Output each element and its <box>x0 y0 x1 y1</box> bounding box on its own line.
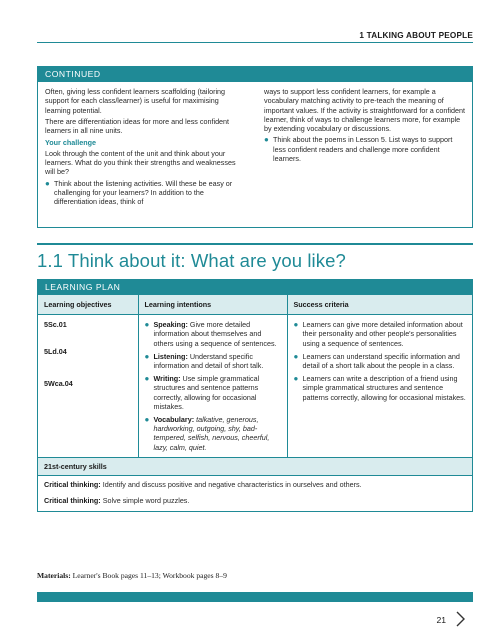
list-item-text: Think about the poems in Lesson 5. List ways to support less confident readers and challenge more confident learners. <box>273 135 453 164</box>
intention-text: Understand specific information and detail of short talk. <box>153 351 264 371</box>
skill-text: Identify and discuss positive and negative characteristics in ourselves and others. <box>100 479 362 489</box>
intentions-list <box>145 320 281 452</box>
continued-paragraph: There are differentiation ideas for more and less confident learners in all nine units. <box>45 116 230 136</box>
skills-heading: 21st-century skills <box>38 457 472 476</box>
skill-item <box>44 480 466 489</box>
running-head: 1 TALKING ABOUT PEOPLE <box>359 31 473 40</box>
skill-label: Critical thinking: <box>44 479 101 489</box>
bullet-icon: ● <box>144 320 150 330</box>
success-text: Learners can write a description of a friend using simple grammatical structures and sentence patterns correctly, allowing for occasional mistakes. <box>302 374 466 402</box>
bullet-icon: ● <box>264 135 269 145</box>
skill-item <box>44 496 466 505</box>
table-header-row <box>38 295 472 315</box>
bullet-icon: ● <box>293 374 299 384</box>
continued-left-column <box>45 87 246 209</box>
footer-bar <box>37 592 473 602</box>
skills-body <box>38 476 472 511</box>
list-item <box>145 352 281 370</box>
challenge-subheading: Your challenge <box>45 138 96 148</box>
intention-label: Writing: <box>153 374 181 384</box>
continued-paragraph: Look through the content of the unit and think about your learners. What do you think their strengths and weaknesses will be? <box>45 148 236 177</box>
objective-code: 5Wca.04 <box>44 378 73 388</box>
bullet-icon: ● <box>144 415 150 425</box>
continued-paragraph: Often, giving less confident learners scaffolding (tailoring support for each class/learner) is useful for maximising learning potential. <box>45 87 226 115</box>
continued-box <box>37 66 473 228</box>
list-item <box>145 320 281 348</box>
chevron-right-icon[interactable] <box>454 610 466 628</box>
column-header: Success criteria <box>287 295 472 315</box>
materials-label: Materials: <box>37 571 71 580</box>
learning-plan-table <box>38 295 472 457</box>
intention-label: Speaking: <box>153 320 188 330</box>
list-item <box>145 415 281 452</box>
table-row <box>38 315 472 457</box>
list-item <box>294 374 467 402</box>
section-rule <box>37 243 473 245</box>
challenge-list <box>264 135 465 163</box>
bullet-icon: ● <box>144 351 150 361</box>
list-item <box>294 320 467 348</box>
continued-paragraph: ways to support less confident learners, for example a vocabulary matching activity to pre-teach the meaning of important values. If the activity is straightforward for a confident learner, think of ways to challenge learners more, for example by extending vocabulary or discussions. <box>264 87 465 134</box>
success-cell <box>287 315 472 457</box>
continued-right-column <box>264 87 465 209</box>
skill-label: Critical thinking: <box>44 496 101 506</box>
success-text: Learners can understand specific information and detail of a short talk about the people in a class. <box>302 351 460 371</box>
materials-line <box>37 571 227 580</box>
intention-label: Vocabulary: <box>153 415 195 425</box>
list-item <box>264 135 465 163</box>
learning-plan-box <box>37 279 473 512</box>
materials-text: Learner's Book pages 11–13; Workbook pages 8–9 <box>70 571 227 580</box>
success-list <box>294 320 467 402</box>
continued-body <box>38 82 472 209</box>
column-header: Learning objectives <box>38 295 138 315</box>
bullet-icon: ● <box>293 320 299 330</box>
page-number: 21 <box>436 615 446 625</box>
column-header: Learning intentions <box>138 295 287 315</box>
intention-label: Listening: <box>153 351 188 361</box>
list-item <box>145 374 281 411</box>
objective-code: 5Sc.01 <box>44 320 67 330</box>
objective-code: 5Ld.04 <box>44 347 67 357</box>
intention-text: talkative, generous, hardworking, outgoing, shy, bad-tempered, selfish, nervous, cheerful, lazy, calm, quiet. <box>153 415 270 452</box>
success-text: Learners can give more detailed information about their personality and other people's personalities using a sequence of sentences. <box>302 320 463 348</box>
intention-text: Use simple grammatical structures and sentence patterns correctly, allowing for occasional mistakes. <box>153 374 260 411</box>
continued-heading: CONTINUED <box>38 67 472 82</box>
objectives-cell <box>38 315 138 457</box>
bullet-icon: ● <box>144 374 150 384</box>
intention-text: Give more detailed information about themselves and others using a sequence of sentences. <box>153 320 277 348</box>
section-title: 1.1 Think about it: What are you like? <box>37 250 346 271</box>
challenge-list <box>45 179 246 207</box>
list-item <box>45 179 246 207</box>
bullet-icon: ● <box>45 178 50 188</box>
bullet-icon: ● <box>293 351 299 361</box>
header-rule <box>37 42 473 43</box>
learning-plan-heading: LEARNING PLAN <box>38 280 472 295</box>
intentions-cell <box>138 315 287 457</box>
list-item-text: Think about the listening activities. Will these be easy or challenging for your learners? In addition to the differentiation ideas, think of <box>54 178 233 207</box>
skill-text: Solve simple word puzzles. <box>100 496 190 506</box>
list-item <box>294 352 467 370</box>
